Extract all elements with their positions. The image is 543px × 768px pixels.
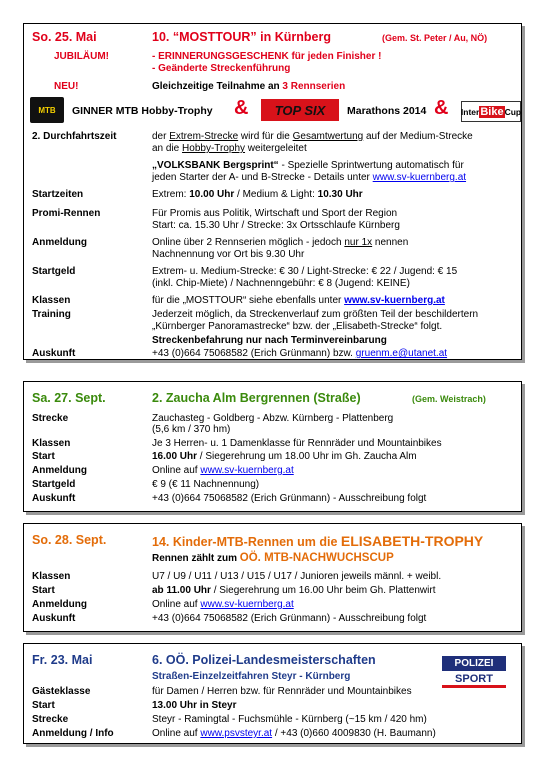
event-title: 10. “MOSTTOUR” in Kürnberg — [152, 30, 331, 44]
anmeldung-info-label: Anmeldung / Info — [32, 728, 114, 739]
gaesteklasse-label: Gästeklasse — [32, 686, 91, 697]
training-line-3: Streckenbefahrung nur nach Terminvereinbarung — [152, 335, 387, 346]
psvsteyr-link[interactable]: www.psvsteyr.at — [200, 728, 273, 739]
promi-label: Promi-Rennen — [32, 208, 101, 219]
promi-line-2: Start: ca. 15.30 Uhr / Strecke: 3x Ortsschlaufe Kürnberg — [152, 220, 400, 231]
klassen-label: Klassen — [32, 438, 71, 449]
auskunft-label: Auskunft — [32, 493, 76, 504]
auskunft-value: +43 (0)664 75068582 (Erich Grünmann) - Ausschreibung folgt — [152, 613, 427, 624]
startgeld-value: € 9 (€ 11 Nachnennung) — [152, 479, 260, 490]
ginner-trophy: GINNER MTB Hobby-Trophy — [72, 105, 213, 117]
strecke-label: Strecke — [32, 714, 69, 725]
startgeld-label: Startgeld — [32, 266, 76, 277]
bullet-route: - Geänderte Streckenführung — [152, 63, 291, 74]
anmeldung-label: Anmeldung — [32, 599, 87, 610]
sprint-link[interactable]: www.sv-kuernberg.at — [372, 172, 467, 183]
strecke-line-1: Zauchasteg - Goldberg - Abzw. Kürnberg - Plattenberg — [152, 413, 394, 424]
event-polizei — [23, 643, 522, 744]
startzeiten-value: Extrem: 10.00 Uhr / Medium & Light: 10.30 Uhr — [152, 189, 363, 200]
strecke-label: Strecke — [32, 413, 69, 424]
sprint-line-1: „VOLKSBANK Bergsprint“ - Spezielle Sprintwertung automatisch für — [152, 160, 464, 171]
event-location: (Gem. Weistrach) — [412, 394, 486, 404]
strecke-value: Steyr - Ramingtal - Fuchsmühle - Kürnberg (~15 km / 420 hm) — [152, 714, 427, 725]
nachwuchscup-note: Rennen zählt zum OÖ. MTB-NACHWUCHSCUP — [152, 552, 394, 564]
auskunft-value: +43 (0)664 75068582 (Erich Grünmann) bzw. gruenm.e@utanet.at — [152, 348, 448, 359]
start-value: ab 11.00 Uhr / Siegerehrung um 16.00 Uhr beim Gh. Plattenwirt — [152, 585, 436, 596]
neu-label: NEU! — [54, 81, 79, 92]
auskunft-label: Auskunft — [32, 613, 76, 624]
event-title: 6. OÖ. Polizei-Landesmeisterschaften — [152, 653, 376, 667]
event-date: So. 25. Mai — [32, 30, 97, 44]
klassen-value: für die „MOSTTOUR“ siehe ebenfalls unter www.sv-kuernberg.at — [152, 295, 445, 306]
training-line-1: Jederzeit möglich, da Streckenverlauf zum größten Teil der beschildertern — [152, 309, 479, 320]
anmeldung-label: Anmeldung — [32, 237, 87, 248]
start-label: Start — [32, 451, 55, 462]
event-date: Fr. 23. Mai — [32, 653, 93, 667]
event-zaucha-alm — [23, 381, 522, 512]
durchfahrt-line-1: der Extrem-Strecke wird für die Gesamtwertung auf der Medium-Strecke — [152, 131, 473, 142]
strecke-line-2: (5,6 km / 370 hm) — [152, 424, 231, 435]
bullet-gift: - ERINNERUNGSGESCHENK für jeden Finisher ! — [152, 51, 382, 62]
anmeldung-value: Online auf www.sv-kuernberg.at — [152, 599, 294, 610]
series-note: Gleichzeitige Teilnahme an 3 Rennserien — [152, 81, 346, 92]
event-location: (Gem. St. Peter / Au, NÖ) — [382, 33, 488, 43]
auskunft-value: +43 (0)664 75068582 (Erich Grünmann) - Ausschreibung folgt — [152, 493, 427, 504]
ampersand-2: & — [434, 97, 449, 119]
marathons-2014: Marathons 2014 — [347, 105, 427, 117]
ginner-logo: MTB — [30, 97, 64, 123]
durchfahrt-label: 2. Durchfahrtszeit — [32, 131, 117, 142]
klassen-label: Klassen — [32, 295, 71, 306]
anmeldung-line-2: Nachnennung vor Ort bis 9.30 Uhr — [152, 249, 305, 260]
ampersand-1: & — [234, 97, 249, 119]
klassen-value: U7 / U9 / U11 / U13 / U15 / U17 / Junioren jeweils männl. + weibl. — [152, 571, 442, 582]
startgeld-line-2: (inkl. Chip-Miete) / Nachnenngebühr: € 8 (Jugend: KEINE) — [152, 278, 410, 289]
startzeiten-label: Startzeiten — [32, 189, 84, 200]
polizei-sport-logo: POLIZEI SPORT — [442, 656, 506, 690]
anmeldung-value: Online auf www.sv-kuernberg.at — [152, 465, 294, 476]
event-date: So. 28. Sept. — [32, 533, 107, 547]
topsix-logo: TOP SIX — [261, 99, 339, 121]
event-title: 14. Kinder-MTB-Rennen um die ELISABETH-TROPHY — [152, 533, 484, 549]
startgeld-label: Startgeld — [32, 479, 76, 490]
start-label: Start — [32, 585, 55, 596]
event-subtitle: Straßen-Einzelzeitfahren Steyr - Kürnberg — [152, 671, 351, 682]
event-date: Sa. 27. Sept. — [32, 391, 106, 405]
klassen-value: Je 3 Herren- u. 1 Damenklasse für Rennräder und Mountainbikes — [152, 438, 442, 449]
auskunft-label: Auskunft — [32, 348, 76, 359]
training-label: Training — [32, 309, 71, 320]
sprint-line-2: jeden Starter der A- und B-Strecke - Details unter www.sv-kuernberg.at — [152, 172, 467, 183]
jubilaeum-label: JUBILÄUM! — [54, 51, 109, 62]
event-mosttour — [23, 23, 522, 360]
anmeldung-label: Anmeldung — [32, 465, 87, 476]
event-title: 2. Zaucha Alm Bergrennen (Straße) — [152, 391, 361, 405]
training-line-2: „Kürnberger Panoramastrecke“ bzw. der „Elisabeth-Strecke“ folgt. — [152, 321, 443, 332]
anmeldung-link[interactable]: www.sv-kuernberg.at — [200, 599, 294, 610]
promi-line-1: Für Promis aus Politik, Wirtschaft und Sport der Region — [152, 208, 398, 219]
startgeld-line-1: Extrem- u. Medium-Strecke: € 30 / Light-Strecke: € 22 / Jugend: € 15 — [152, 266, 458, 277]
anmeldung-line-1: Online über 2 Rennserien möglich - jedoch nur 1x nennen — [152, 237, 409, 248]
start-value: 16.00 Uhr / Siegerehrung um 18.00 Uhr im Gh. Zaucha Alm — [152, 451, 417, 462]
email-link[interactable]: gruenm.e@utanet.at — [355, 348, 448, 359]
gaesteklasse-value: für Damen / Herren bzw. für Rennräder und Mountainbikes — [152, 686, 412, 697]
event-kinder-mtb — [23, 523, 522, 632]
interbike-cup-logo: Inter Bike Cup — [461, 101, 521, 122]
anmeldung-link[interactable]: www.sv-kuernberg.at — [200, 465, 294, 476]
start-value: 13.00 Uhr in Steyr — [152, 700, 237, 711]
klassen-label: Klassen — [32, 571, 71, 582]
start-label: Start — [32, 700, 55, 711]
anmeldung-info-value: Online auf www.psvsteyr.at / +43 (0)660 4009830 (H. Baumann) — [152, 728, 436, 739]
klassen-link[interactable]: www.sv-kuernberg.at — [344, 295, 445, 306]
durchfahrt-line-2: an die Hobby-Trophy weitergeleitet — [152, 143, 307, 154]
